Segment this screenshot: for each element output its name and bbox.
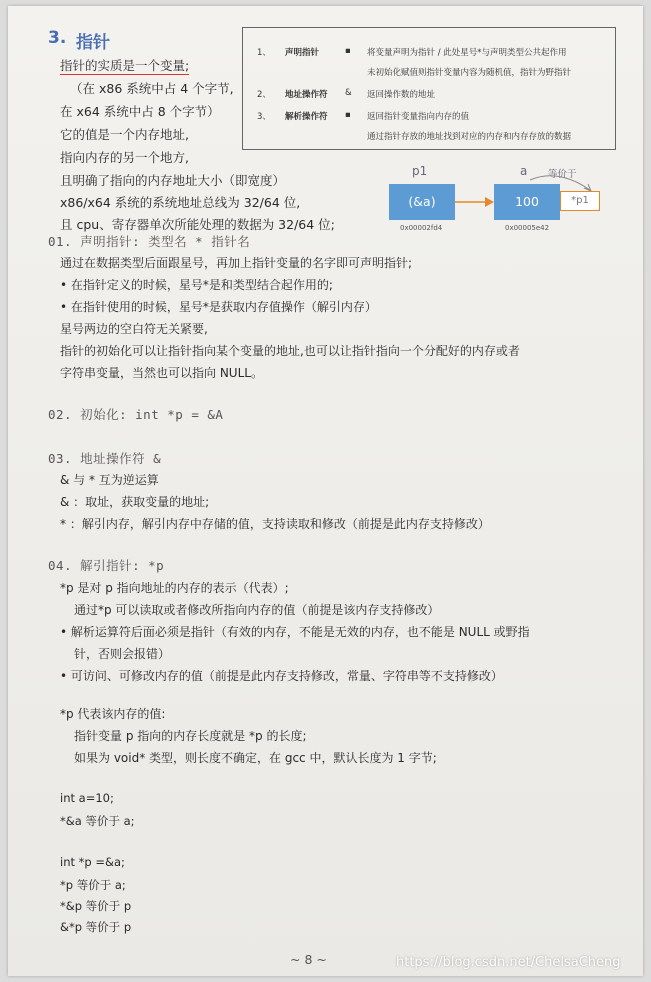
diagram-star-p1-box: *p1 bbox=[560, 191, 600, 211]
section-title: 指针 bbox=[76, 33, 110, 53]
table-row-1-name: 声明指针 bbox=[285, 48, 320, 58]
page-number: ~ 8 ~ bbox=[290, 952, 327, 967]
diagram-p1-address: 0x00002fd4 bbox=[400, 224, 443, 232]
diagram-equiv-label: 等价于 bbox=[548, 169, 577, 180]
s04-line-5: • 可访问、可修改内存的值（前提是此内存支持修改，常量、字符串等不支持修改） bbox=[60, 669, 503, 683]
s01-line-6: 字符串变量，当然也可以指向 NULL。 bbox=[60, 366, 263, 380]
intro-text-1: 指针的实质是一个变量; bbox=[60, 58, 190, 73]
table-row-4-num: 3、 bbox=[257, 112, 271, 122]
table-row-1-bullet: ▪ bbox=[345, 46, 351, 56]
intro-line-1 bbox=[60, 56, 189, 74]
intro-line-4: 它的值是一个内存地址, bbox=[60, 127, 189, 142]
table-row-1-num: 1、 bbox=[257, 48, 271, 58]
table-row-2-desc: 未初始化赋值则指针变量内容为随机值，指针为野指针 bbox=[367, 68, 572, 78]
table-row-1-desc: 将变量声明为指针 / 此处星号*与声明类型公共起作用 bbox=[367, 48, 567, 58]
s01-line-4: 星号两边的空白符无关紧要, bbox=[60, 322, 208, 336]
intro-line-2: （在 x86 系统中占 4 个字节, bbox=[70, 81, 234, 96]
intro-line-5: 指向内存的另一个地方, bbox=[60, 150, 189, 165]
code-line-1: int a=10; bbox=[60, 791, 114, 805]
s03-line-1: & 与 * 互为逆运算 bbox=[60, 473, 159, 487]
s04-line-3: • 解析运算符后面必须是指针（有效的内存，不能是无效的内存，也不能是 NULL 或野指 bbox=[60, 625, 530, 639]
code-line-5: *&p 等价于 p bbox=[60, 899, 132, 913]
s02-heading: 02. 初始化: int *p = &A bbox=[48, 407, 224, 422]
diagram-a-address: 0x00005e42 bbox=[505, 224, 550, 232]
table-row-4-name: 解析操作符 bbox=[285, 112, 328, 122]
s01-line-2: • 在指针定义的时候，星号*是和类型结合起作用的; bbox=[60, 278, 333, 292]
diagram-p1-label: p1 bbox=[412, 164, 428, 178]
s04-p-line-1: 指针变量 p 指向的内存长度就是 *p 的长度; bbox=[74, 729, 307, 743]
diagram-p1-box: (&a) bbox=[389, 184, 455, 220]
intro-line-7: x86/x64 系统的系统地址总线为 32/64 位, bbox=[60, 195, 301, 210]
diagram-a-label: a bbox=[520, 164, 528, 178]
section-number: 3. bbox=[48, 28, 67, 48]
intro-line-8: 且 cpu、寄存器单次所能处理的数据为 32/64 位; bbox=[60, 217, 335, 232]
s04-line-2: 通过*p 可以读取或者修改所指向内存的值（前提是该内存支持修改） bbox=[74, 603, 440, 617]
table-row-3-desc: 返回操作数的地址 bbox=[367, 90, 436, 100]
s03-line-3: * ：解引内存，解引内存中存储的值，支持读取和修改（前提是此内存支持修改） bbox=[60, 517, 490, 531]
s04-line-1: *p 是对 p 指向地址的内存的表示（代表）; bbox=[60, 581, 289, 595]
watermark-url: https://blog.csdn.net/ChelsaCheng bbox=[396, 955, 621, 970]
intro-line-6: 且明确了指向的内存地址大小（即宽度） bbox=[60, 173, 286, 188]
operator-table bbox=[242, 27, 616, 150]
table-row-4-bullet: ▪ bbox=[345, 110, 351, 120]
s04-p-title: *p 代表该内存的值: bbox=[60, 707, 166, 721]
diagram-a-box: 100 bbox=[494, 184, 560, 220]
s04-line-4: 针，否则会报错） bbox=[74, 647, 171, 661]
table-row-3-name: 地址操作符 bbox=[285, 90, 328, 100]
table-row-3-num: 2、 bbox=[257, 90, 271, 100]
code-line-2: *&a 等价于 a; bbox=[60, 814, 135, 828]
code-line-4: *p 等价于 a; bbox=[60, 878, 126, 892]
s04-p-line-2: 如果为 void* 类型，则长度不确定，在 gcc 中，默认长度为 1 字节; bbox=[74, 751, 437, 765]
code-line-3: int *p =&a; bbox=[60, 855, 125, 869]
table-row-5-desc: 通过指针存放的地址找到对应的内存和内存存放的数据 bbox=[367, 132, 572, 142]
s01-line-1: 通过在数据类型后面跟星号，再加上指针变量的名字即可声明指针; bbox=[60, 256, 413, 270]
s01-line-3: • 在指针使用的时候，星号*是获取内存值操作（解引内存） bbox=[60, 300, 377, 314]
table-row-4-desc: 返回指针变量指向内存的值 bbox=[367, 112, 470, 122]
table-row-3-bullet: & bbox=[345, 88, 352, 98]
s01-line-5: 指针的初始化可以让指针指向某个变量的地址,也可以让指针指向一个分配好的内存或者 bbox=[60, 344, 520, 358]
code-line-6: &*p 等价于 p bbox=[60, 920, 132, 934]
intro-line-3: 在 x64 系统中占 8 个字节） bbox=[60, 104, 220, 119]
s03-line-2: & ：取址，获取变量的地址; bbox=[60, 495, 210, 509]
diagram-pointer-arrow bbox=[455, 194, 495, 210]
s03-heading: 03. 地址操作符 & bbox=[48, 451, 162, 466]
document-page bbox=[8, 6, 643, 976]
s04-heading: 04. 解引指针: *p bbox=[48, 558, 165, 573]
s01-heading: 01. 声明指针: 类型名 * 指针名 bbox=[48, 234, 251, 249]
